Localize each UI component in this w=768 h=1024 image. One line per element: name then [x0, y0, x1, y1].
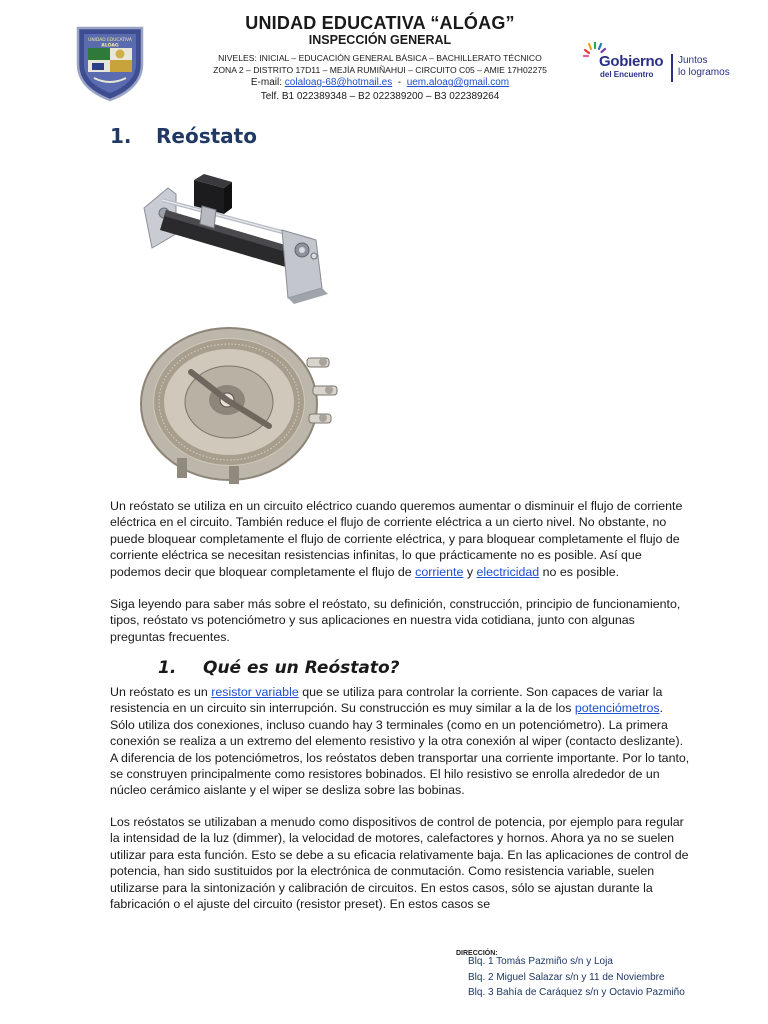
email-link-hotmail[interactable]: colaloag-68@hotmail.es: [284, 77, 393, 88]
subsection-number: 1.: [158, 658, 177, 678]
link-potenciometros[interactable]: potenciómetros: [574, 701, 660, 716]
continue-reading-paragraph: Siga leyendo para saber más sobre el reóstato, su definición, construcción, principio de funcionamiento, tipos, reóstato vs potenciómetro y sus aplicaciones en nuestra vida cotidiana, junto con algunas preguntas frecuentes.: [110, 597, 681, 644]
section-heading-reostato: [110, 124, 257, 148]
letterhead: [190, 12, 570, 104]
school-name: UNIDAD EDUCATIVA “ALÓAG”: [245, 13, 515, 33]
link-electricidad[interactable]: electricidad: [476, 564, 540, 579]
footer-address-2: Blq. 2 Miguel Salazar s/n y 11 de Noviembre: [468, 971, 665, 983]
definition-paragraph: Un reóstato es un resistor variable que se utiliza para controlar la corriente. Son capaces de variar la resistencia en un circuito sin interrupción. Su construcción es muy similar a la de los potenciómetros. Sólo utiliza dos conexiones, incluso cuando hay 3 terminales (como en un potenciómetro). La primera conexión se realiza a un extremo del elemento resistivo y la otra conexión al wiper (contacto deslizante). A diferencia de los potenciómetros, los reóstatos deben transportar una corriente importante. Por lo tanto, se construyen principalmente como resistores bobinados. El hilo resistivo se enrolla alrededor de un núcleo cerámico aislante y el wiper se desliza sobre las bobinas.: [110, 685, 690, 798]
footer-address-3: Blq. 3 Bahía de Caráquez s/n y Octavio Pazmiño: [468, 987, 685, 998]
subsection-title: Qué es un Reóstato?: [203, 658, 400, 678]
levels-line: NIVELES: INICIAL – EDUCACIÓN GENERAL BÁSICA – BACHILLERATO TÉCNICO: [218, 53, 542, 63]
footer-address-1: Blq. 1 Tomás Pazmiño s/n y Loja: [468, 956, 613, 967]
svg-text:UNIDAD EDUCATIVA: UNIDAD EDUCATIVA: [88, 38, 132, 43]
slide-rheostat-image: [132, 158, 332, 308]
link-resistor-variable[interactable]: resistor variable: [211, 685, 299, 699]
section-title: Reóstato: [156, 124, 257, 148]
zone-line: ZONA 2 – DISTRITO 17D11 – MEJÍA RUMIÑAHUI – CIRCUITO C05 – AMIE 17H02275: [213, 65, 547, 75]
phone-line: Telf. B1 022389348 – B2 022389200 – B3 022389264: [260, 91, 500, 102]
government-divider: [671, 54, 673, 82]
email-line: [190, 76, 570, 89]
email-label: E-mail:: [250, 77, 282, 88]
svg-text:ALÓAG: ALÓAG: [101, 43, 119, 49]
school-crest-logo: [74, 22, 146, 102]
email-link-gmail[interactable]: uem.aloag@gmail.com: [406, 77, 510, 88]
footer-addresses: [468, 954, 685, 1001]
footer-address-label: DIRECCIÓN:: [456, 950, 498, 957]
link-corriente[interactable]: corriente: [415, 564, 464, 579]
department-name: INSPECCIÓN GENERAL: [308, 33, 452, 47]
rotary-rheostat-image: [133, 316, 347, 486]
government-word-2: del Encuentro: [600, 70, 654, 79]
intro-paragraph: Un reóstato se utiliza en un circuito eléctrico cuando queremos aumentar o disminuir el flujo de corriente eléctrica en el circuito. También reduce el flujo de corriente eléctrica a un cierto nivel. No obstante, no puede bloquear completamente el flujo de corriente eléctrica, y para bloquear completamente el flujo de corriente eléctrica se necesitan resistencias infinitas, lo que prácticamente no es posible. Así que podemos decir que bloquear completamente el flujo de corriente y electricidad no es posible.: [110, 499, 683, 579]
subsection-heading-que-es: [158, 658, 400, 678]
government-slogan: Juntos lo logramos: [678, 55, 730, 78]
government-word: Gobierno: [599, 53, 664, 70]
government-logo: [582, 42, 752, 84]
uses-paragraph: Los reóstatos se utilizaban a menudo como dispositivos de control de potencia, por ejemplo para regular la intensidad de la luz (dimmer), la velocidad de motores, calefactores y hornos. Ahora ya no se suelen utilizar para esta función. Esto se debe a su eficacia relativamente baja. En las aplicaciones de control de potencia, han sido sustituidos por la electrónica de conmutación. Como resistencia variable, suelen utilizarse para la sintonización y calibración de circuitos. En estos casos, sólo se ajustan durante la fabricación o el ajuste del circuito (resistor preset). En estos casos se: [110, 815, 689, 912]
section-number: 1.: [110, 124, 132, 148]
email-separator: -: [397, 77, 402, 88]
